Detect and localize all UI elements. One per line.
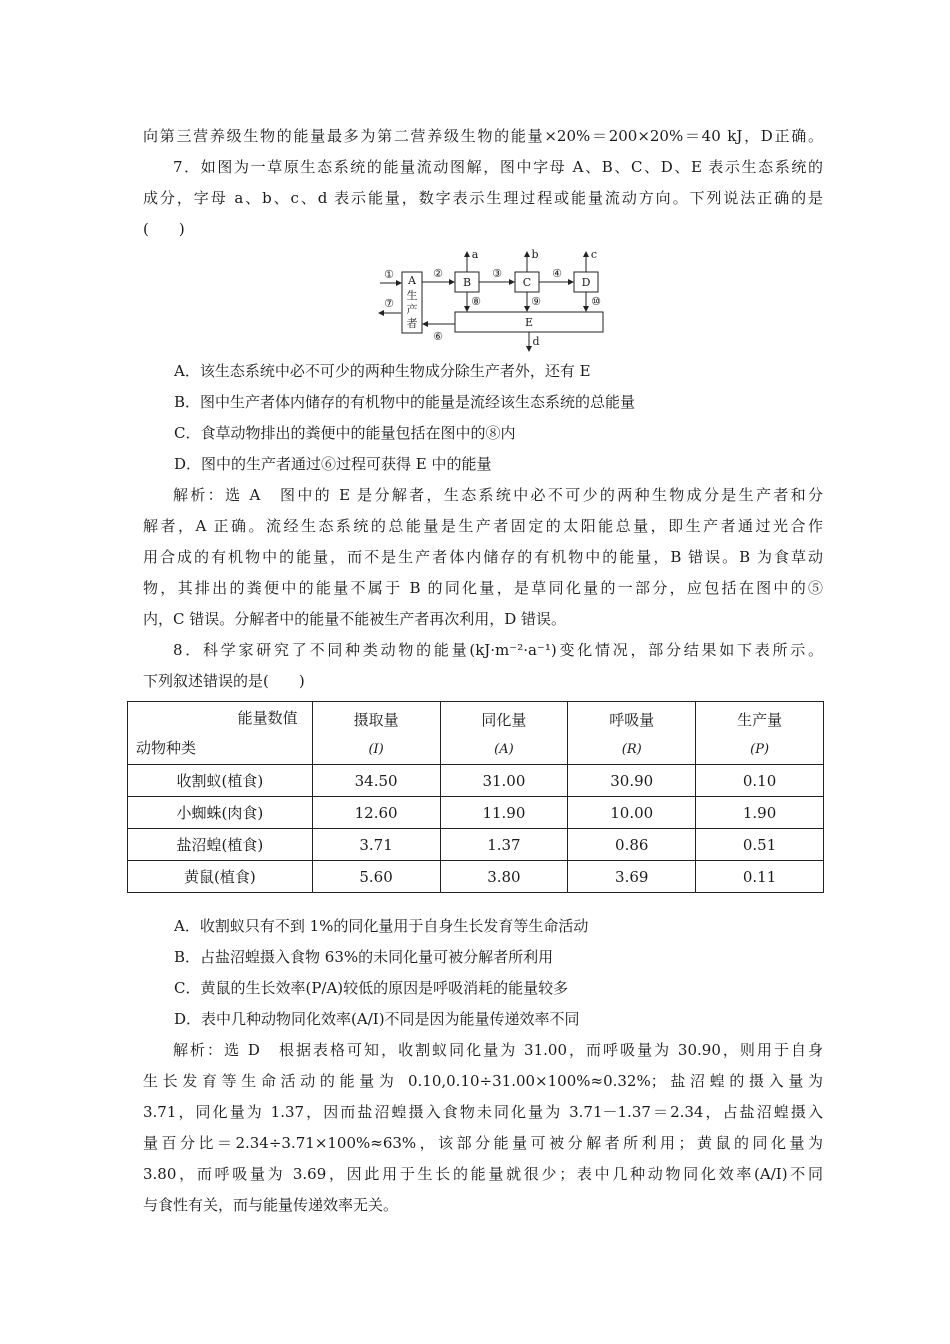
q8-stem-line-2: 下列叙述错误的是( ) [143, 672, 305, 690]
value-cell: 3.80 [440, 861, 568, 893]
q7-option-b: B．图中生产者体内储存的有机物中的能量是流经该生态系统的总能量 [174, 393, 636, 411]
value-cell: 0.51 [696, 829, 824, 861]
table-row [128, 765, 824, 797]
value-cell: 0.11 [696, 861, 824, 893]
q8-analysis-line-6: 与食性有关，而与能量传递效率无关。 [143, 1196, 399, 1214]
value-cell: 5.60 [312, 861, 440, 893]
step-4-label: ④ [552, 267, 562, 280]
node-a-sub-2: 产 [406, 303, 418, 316]
value-cell: 11.90 [440, 797, 568, 829]
q7-stem-line-1: 7．如图为一草原生态系统的能量流动图解，图中字母 A、B、C、D、E 表示生态系统的 [173, 158, 823, 176]
value-cell: 3.69 [568, 861, 696, 893]
value-cell: 30.90 [568, 765, 696, 797]
energy-b-label: b [531, 248, 539, 261]
column-header-symbol: (A) [494, 742, 514, 757]
column-header-symbol: (P) [750, 742, 770, 757]
column-header-symbol: (R) [621, 742, 642, 757]
q7-analysis-line-4: 物，其排出的粪便中的能量不属于 B 的同化量，是草同化量的一部分，应包括在图中的⑤ [143, 579, 823, 597]
table-corner-cell [128, 702, 313, 765]
column-header [696, 702, 824, 765]
step-7-label: ⑦ [384, 297, 394, 310]
q8-analysis-line-2: 生长发育等生命活动的能量为 0.10,0.10÷31.00×100%≈0.32%；盐沼蝗的摄入量为 [143, 1072, 823, 1090]
step-2-label: ② [433, 267, 443, 280]
value-cell: 10.00 [568, 797, 696, 829]
column-header [440, 702, 568, 765]
animal-cell: 收割蚁(植食) [128, 765, 313, 797]
column-header-name: 同化量 [481, 711, 527, 729]
value-cell: 1.37 [440, 829, 568, 861]
corner-bottom-label: 动物种类 [136, 739, 197, 757]
q7-option-a: A．该生态系统中必不可少的两种生物成分除生产者外，还有 E [174, 362, 591, 380]
step-1-label: ① [384, 268, 394, 281]
step-8-label: ⑧ [471, 295, 481, 308]
table-row [128, 797, 824, 829]
value-cell: 31.00 [440, 765, 568, 797]
value-cell: 3.71 [312, 829, 440, 861]
animal-cell: 黄鼠(植食) [128, 861, 313, 893]
animal-cell: 盐沼蝗(植食) [128, 829, 313, 861]
q8-option-d: D．表中几种动物同化效率(A/I)不同是因为能量传递效率不同 [174, 1010, 580, 1028]
node-c-label: C [522, 276, 532, 289]
column-header-symbol: (I) [368, 742, 384, 757]
q8-stem-line-1: 8．科学家研究了不同种类动物的能量(kJ·m⁻²·a⁻¹)变化情况，部分结果如下表所示。 [173, 641, 823, 659]
energy-flow-diagram [370, 243, 610, 355]
q7-answer-blank: ( ) [143, 220, 185, 238]
q7-option-d: D．图中的生产者通过⑥过程可获得 E 中的能量 [174, 455, 492, 473]
step-6-label: ⑥ [433, 330, 443, 343]
node-d-label: D [581, 276, 591, 289]
energy-c-label: c [590, 248, 598, 261]
q7-analysis-line-1: 解析：选 A 图中的 E 是分解者，生态系统中必不可少的两种生物成分是生产者和分 [173, 486, 823, 504]
q8-option-c: C．黄鼠的生长效率(P/A)较低的原因是呼吸消耗的能量较多 [174, 979, 569, 997]
q7-analysis-line-3: 用合成的有机物中的能量，而不是生产者体内储存的有机物中的能量，B 错误。B 为食草动 [143, 548, 823, 566]
value-cell: 0.86 [568, 829, 696, 861]
q7-stem-line-2: 成分，字母 a、b、c、d 表示能量，数字表示生理过程或能量流动方向。下列说法正确的是 [143, 189, 823, 207]
column-header [312, 702, 440, 765]
q8-option-b: B．占盐沼蝗摄入食物 63%的未同化量可被分解者所利用 [174, 948, 554, 966]
node-b-label: B [462, 276, 472, 289]
q8-analysis-line-3: 3.71，同化量为 1.37，因而盐沼蝗摄入食物未同化量为 3.71－1.37＝2.34，占盐沼蝗摄入 [143, 1103, 823, 1121]
step-3-label: ③ [492, 267, 502, 280]
value-cell: 0.10 [696, 765, 824, 797]
node-a-sub-3: 者 [406, 317, 418, 330]
q7-option-c: C．食草动物排出的粪便中的能量包括在图中的⑧内 [174, 424, 516, 442]
table-row [128, 829, 824, 861]
corner-top-label: 能量数值 [237, 709, 298, 727]
q8-analysis-line-4: 量百分比＝2.34÷3.71×100%≈63%，该部分能量可被分解者所利用；黄鼠的同化量为 [143, 1134, 823, 1152]
column-header [568, 702, 696, 765]
q7-analysis-line-2: 解者，A 正确。流经生态系统的总能量是生产者固定的太阳能总量，即生产者通过光合作 [143, 517, 823, 535]
q7-analysis-line-5: 内，C 错误。分解者中的能量不能被生产者再次利用，D 错误。 [143, 610, 567, 628]
column-header-name: 摄取量 [353, 711, 399, 729]
carryover-line: 向第三营养级生物的能量最多为第二营养级生物的能量×20%＝200×20%＝40 kJ，D正确。 [143, 127, 823, 145]
step-9-label: ⑨ [531, 295, 541, 308]
q8-analysis-line-5: 3.80，而呼吸量为 3.69，因此用于生长的能量就很少；表中几种动物同化效率(A/I)不同 [143, 1165, 823, 1183]
column-header-name: 生产量 [737, 711, 783, 729]
q8-analysis-line-1: 解析：选 D 根据表格可知，收割蚁同化量为 31.00，而呼吸量为 30.90，则用于自身 [173, 1041, 823, 1059]
energy-table [127, 701, 824, 893]
value-cell: 12.60 [312, 797, 440, 829]
node-e-label: E [524, 316, 534, 329]
table-row [128, 861, 824, 893]
node-a-sub-1: 生 [406, 289, 418, 302]
value-cell: 34.50 [312, 765, 440, 797]
animal-cell: 小蜘蛛(肉食) [128, 797, 313, 829]
node-a-label: A [408, 274, 416, 287]
column-header-name: 呼吸量 [609, 711, 655, 729]
energy-d-label: d [532, 335, 540, 348]
q8-option-a: A．收割蚁只有不到 1%的同化量用于自身生长发育等生命活动 [174, 917, 589, 935]
table-header-row [128, 702, 824, 765]
energy-a-label: a [471, 248, 479, 261]
value-cell: 1.90 [696, 797, 824, 829]
step-10-label: ⑩ [591, 295, 601, 308]
